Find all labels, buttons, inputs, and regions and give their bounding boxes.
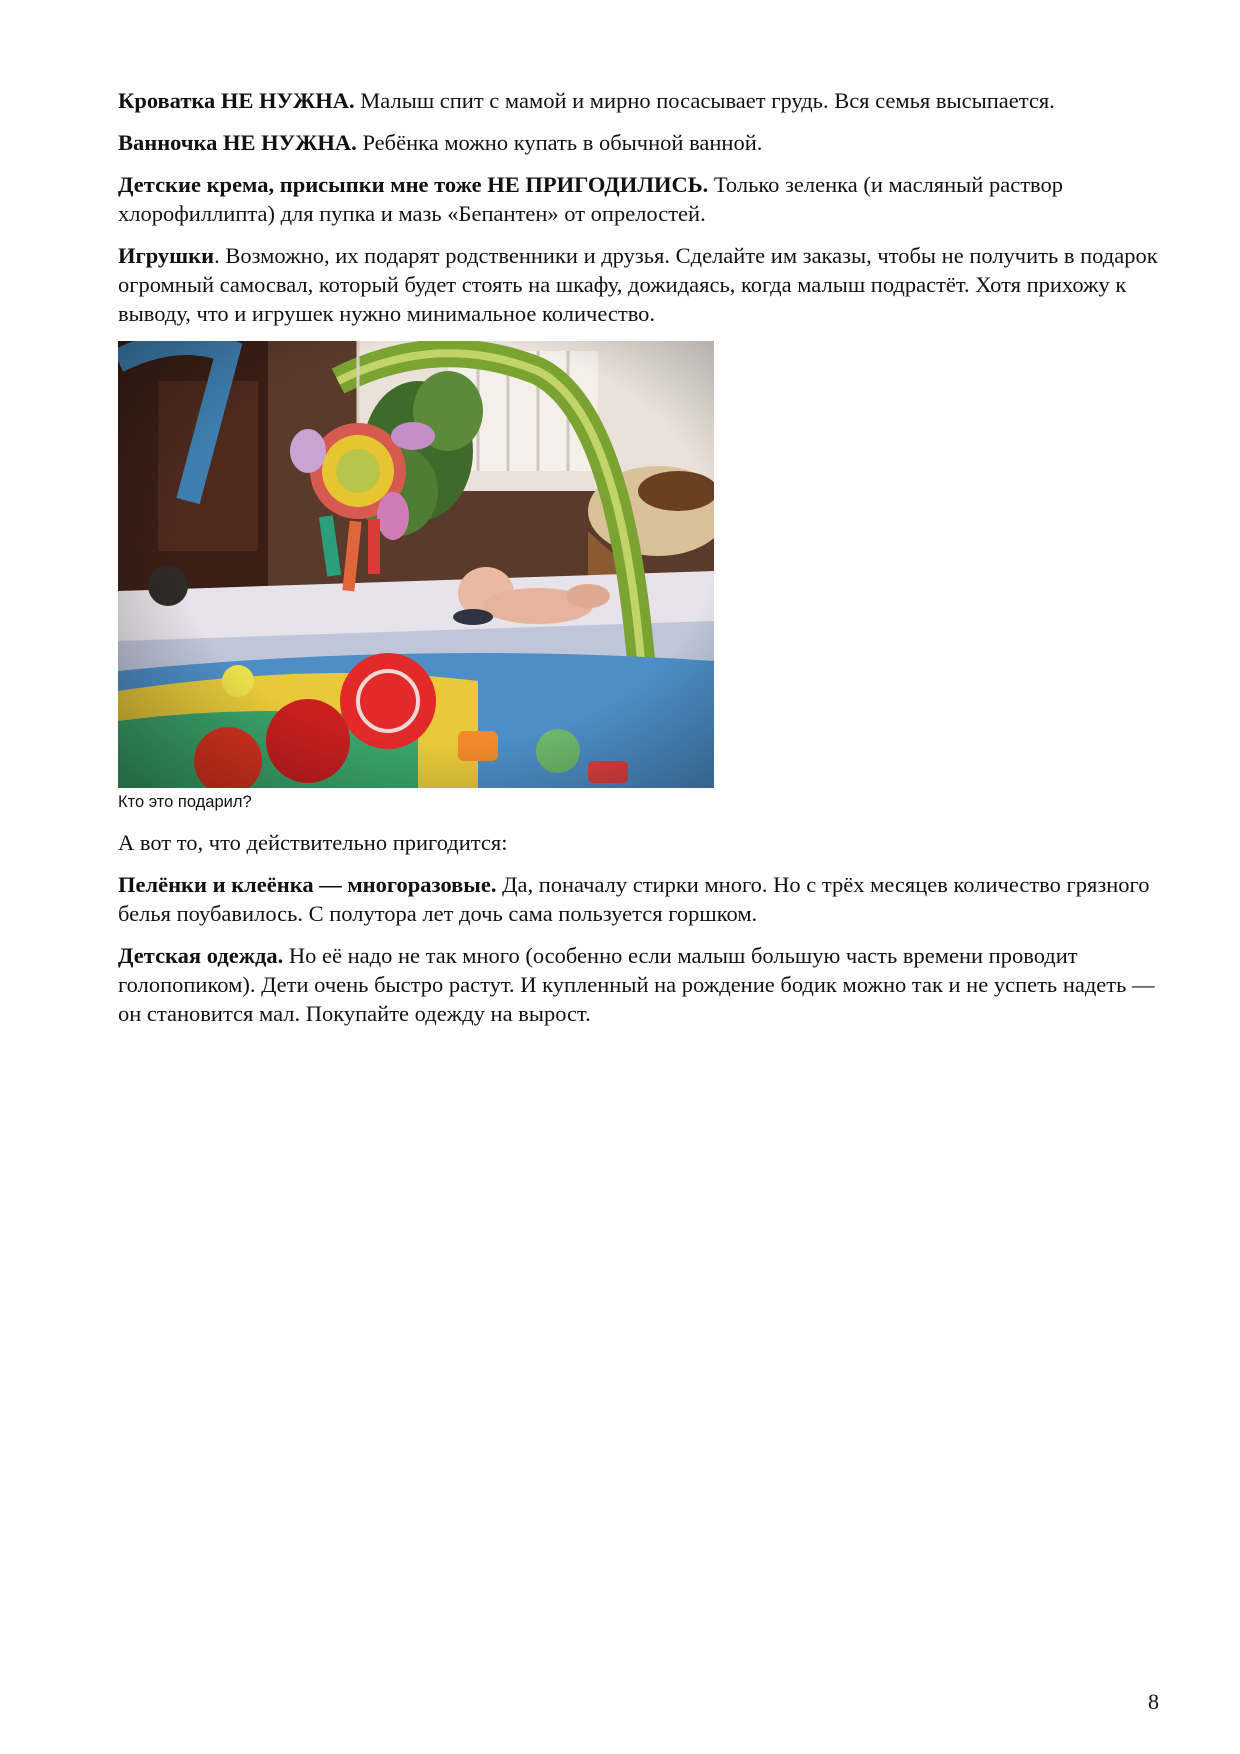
- paragraph-bath-bold: Ванночка НЕ НУЖНА.: [118, 130, 357, 155]
- figure-caption: Кто это подарил?: [118, 793, 252, 811]
- paragraph-toys-bold: Игрушки: [118, 243, 215, 268]
- intro-useful: А вот то, что действительно пригодится:: [118, 830, 508, 855]
- paragraph-creams-bold: Детские крема, присыпки мне тоже НЕ ПРИГОДИЛИСЬ.: [118, 172, 709, 197]
- paragraph-clothes-text: Но её надо не так много (особенно если малыш большую часть времени проводит голопопиком). Дети очень быстро растут. И купленный на рождение бодик можно так и не успеть надеть — он становится мал. Покупайте одежду на вырост.: [118, 943, 1155, 1026]
- paragraph-crib: [118, 86, 1158, 115]
- paragraph-creams: [118, 170, 1158, 228]
- paragraph-bath: [118, 128, 1158, 157]
- page-number: 8: [1148, 1689, 1159, 1714]
- page-content: [118, 86, 1158, 1041]
- paragraph-creams-text: Только зеленка (и масляный раствор хлорофиллипта) для пупка и мазь «Бепантен» от опрелостей.: [118, 172, 1063, 226]
- paragraph-diapers: [118, 870, 1158, 928]
- paragraph-crib-text: Малыш спит с мамой и мирно посасывает грудь. Вся семья высыпается.: [354, 88, 1055, 113]
- paragraph-crib-bold: Кроватка НЕ НУЖНА.: [118, 88, 355, 113]
- figure: [118, 341, 1158, 812]
- paragraph-diapers-text: Да, поначалу стирки много. Но с трёх месяцев количество грязного белья поубавилось. С полутора лет дочь сама пользуется горшком.: [118, 872, 1150, 926]
- paragraph-clothes-bold: Детская одежда.: [118, 943, 284, 968]
- paragraph-bath-text: Ребёнка можно купать в обычной ванной.: [356, 130, 763, 155]
- paragraph-toys-text: . Возможно, их подарят родственники и друзья. Сделайте им заказы, чтобы не получить в подарок огромный самосвал, который будет стоять на шкафу, дожидаясь, когда малыш подрастёт. Хотя прихожу к выводу, что и игрушек нужно минимальное количество.: [118, 243, 1158, 326]
- baby-play-mat-photo: [118, 341, 714, 788]
- paragraph-diapers-bold: Пелёнки и клеёнка — многоразовые.: [118, 872, 497, 897]
- paragraph-clothes: [118, 941, 1158, 1028]
- paragraph-toys: [118, 241, 1158, 328]
